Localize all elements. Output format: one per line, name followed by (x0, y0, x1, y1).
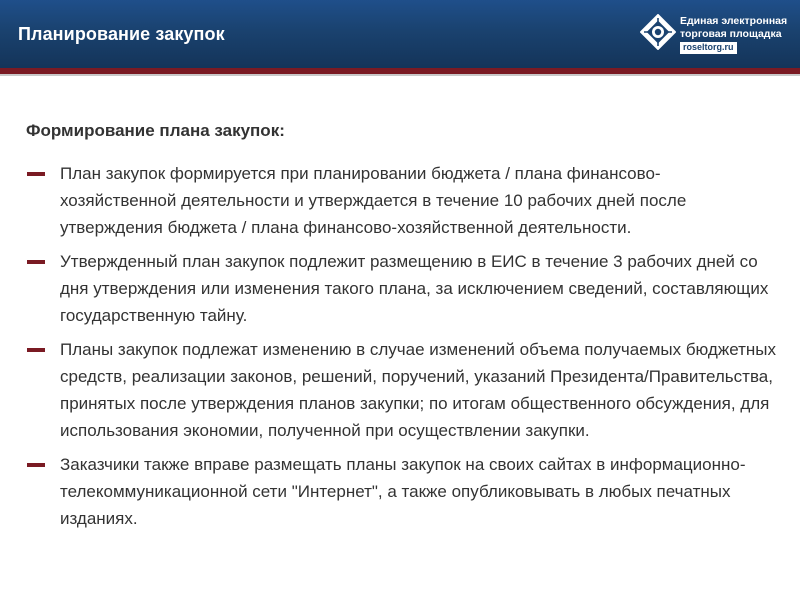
roseltorg-logo-icon (640, 14, 676, 50)
section-subtitle: Формирование плана закупок: (26, 121, 285, 140)
bullet-marker-icon (27, 260, 45, 264)
bullet-item (26, 336, 776, 444)
bullet-item (26, 248, 776, 329)
bullet-item (26, 451, 776, 532)
bullet-text: Утвержденный план закупок подлежит размещению в ЕИС в течение 3 рабочих дней со дня утверждения или изменения такого плана, за исключением сведений, составляющих государственную тайну. (60, 252, 769, 325)
header-divider (0, 74, 800, 76)
bullet-text: Планы закупок подлежат изменению в случае изменений объема получаемых бюджетных средств, реализации законов, решений, поручений, указаний Президента/Правительства, принятых после утверждения планов закупки; по итогам общественного обсуждения, для использования экономии, полученной при осуществлении закупки. (60, 340, 777, 440)
logo-text-line2: торговая площадка (680, 28, 782, 40)
logo-text-line1: Единая электронная (680, 15, 788, 27)
bullet-text: План закупок формируется при планировании бюджета / плана финансово-хозяйственной деятельности и утверждается в течение 10 рабочих дней после утверждения бюджета / плана финансово-хозяйственной деятельности. (60, 164, 687, 237)
bullet-marker-icon (27, 172, 45, 176)
bullet-list (26, 160, 776, 539)
logo-url[interactable]: roseltorg.ru (680, 42, 737, 54)
roseltorg-logo[interactable] (640, 12, 790, 56)
bullet-item (26, 160, 776, 241)
bullet-marker-icon (27, 348, 45, 352)
bullet-marker-icon (27, 463, 45, 467)
header-bar (0, 0, 800, 68)
bullet-text: Заказчики также вправе размещать планы закупок на своих сайтах в информационно-телекоммуникационной сети "Интернет", а также опубликовывать в любых печатных изданиях. (60, 455, 746, 528)
page-title: Планирование закупок (18, 24, 225, 44)
